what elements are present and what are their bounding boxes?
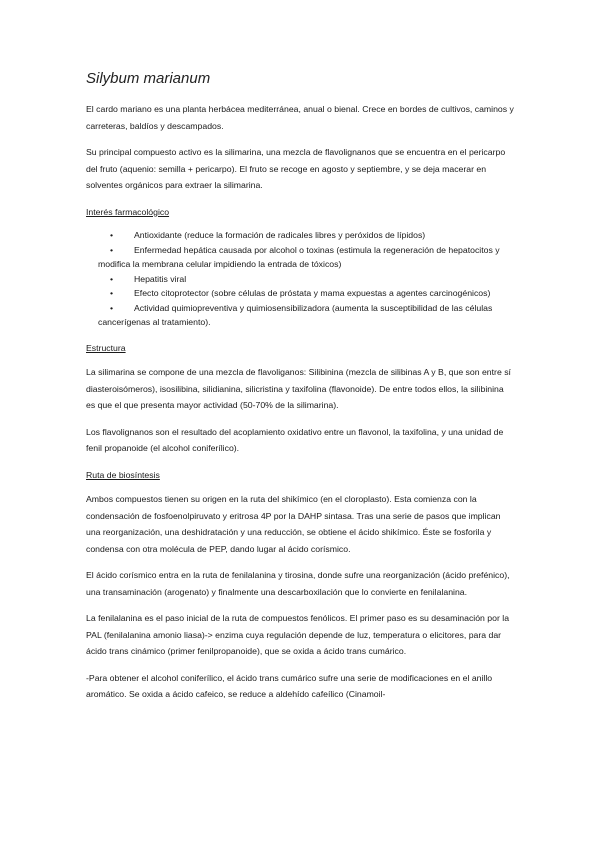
list-item-text: Hepatitis viral: [134, 273, 187, 284]
list-item: [86, 272, 514, 287]
ruta-paragraph-4: -Para obtener el alcohol coniferílico, el ácido trans cumárico sufre una serie de modificaciones en el anillo aromático. Se oxida a ácido cafeico, se reduce a aldehído cafeílico (Cinamoil-: [86, 672, 493, 699]
bullet-icon: •: [110, 230, 114, 240]
bullet-icon: •: [110, 273, 114, 284]
list-item-text: Antioxidante (reduce la formación de radicales libres y peróxidos de lípidos): [134, 230, 426, 240]
section-heading-estructura: Estructura: [86, 342, 126, 353]
bullet-icon: •: [110, 244, 114, 255]
document-title: Silybum marianum: [86, 70, 211, 87]
intro-paragraph-1: El cardo mariano es una planta herbácea mediterránea, anual o bienal. Crece en bordes de cultivos, caminos y carreteras, baldíos y descampados.: [86, 104, 514, 131]
list-item: [86, 301, 514, 330]
list-item: [86, 286, 514, 301]
list-item-text: Actividad quimiopreventiva y quimiosensibilizadora (aumenta la susceptibilidad de las células cancerígenas al tratamiento).: [98, 302, 493, 327]
section-heading-ruta: Ruta de biosíntesis: [86, 469, 160, 480]
intro-paragraph-2: Su principal compuesto activo es la silimarina, una mezcla de flavolignanos que se encuentra en el pericarpo del fruto (aquenio: semilla + pericarpo). El fruto se recoge en agosto y septiembre, y se deja macerar en solventes orgánicos para extraer la silimarina.: [86, 147, 506, 190]
ruta-paragraph-2: El ácido corísmico entra en la ruta de fenilalanina y tirosina, donde sufre una reorganización (ácido prefénico), una transaminación (arogenato) y finalmente una descarboxilación que lo convierte en fenilalanina.: [86, 570, 510, 597]
estructura-paragraph-2: Los flavolignanos son el resultado del acoplamiento oxidativo entre un flavonol, la taxifolina, y una unidad de fenil propanoide (el alcohol coniferílico).: [86, 426, 504, 453]
bullet-icon: •: [110, 288, 114, 298]
list-item: [86, 243, 514, 272]
bullet-icon: •: [110, 302, 114, 313]
ruta-paragraph-1: Ambos compuestos tienen su origen en la ruta del shikímico (en el cloroplasto). Esta comienza con la condensación de fosfoenolpiruvato y eritrosa 4P por la DAHP sintasa. Tras una serie de pasos que implican una reorganización, una deshidratación y una reducción, se obtiene el ácido shikímico. Éste se fosforila y condensa con otra molécula de PEP, dando lugar al ácido corísmico.: [86, 494, 501, 554]
list-item: [86, 228, 514, 243]
pharmacology-list: [86, 228, 514, 330]
list-item-text: Efecto citoprotector (sobre células de próstata y mama expuestas a agentes carcinogénicos): [134, 288, 491, 298]
estructura-paragraph-1: La silimarina se compone de una mezcla de flavoliganos: Silibinina (mezcla de silibinas A y B, que son entre sí diasteroisómeros), isosilibina, silidianina, silicristina y taxifolina (flavonoide). De entre todos ellos, la silibinina es que el que presenta mayor actividad (50-70% de la silimarina).: [86, 367, 511, 410]
list-item-text: Enfermedad hepática causada por alcohol o toxinas (estimula la regeneración de hepatocitos y modifica la membrana celular impidiendo la entrada de tóxicos): [98, 244, 500, 269]
ruta-paragraph-3: La fenilalanina es el paso inicial de la ruta de compuestos fenólicos. El primer paso es su desaminación por la PAL (fenilalanina amonio liasa)-> enzima cuya regulación depende de luz, temperatura o elicitores, para dar ácido trans cinámico (primer fenilpropanoide), que se oxida a ácido trans cumárico.: [86, 613, 510, 656]
section-heading-interes: Interés farmacológico: [86, 206, 170, 217]
